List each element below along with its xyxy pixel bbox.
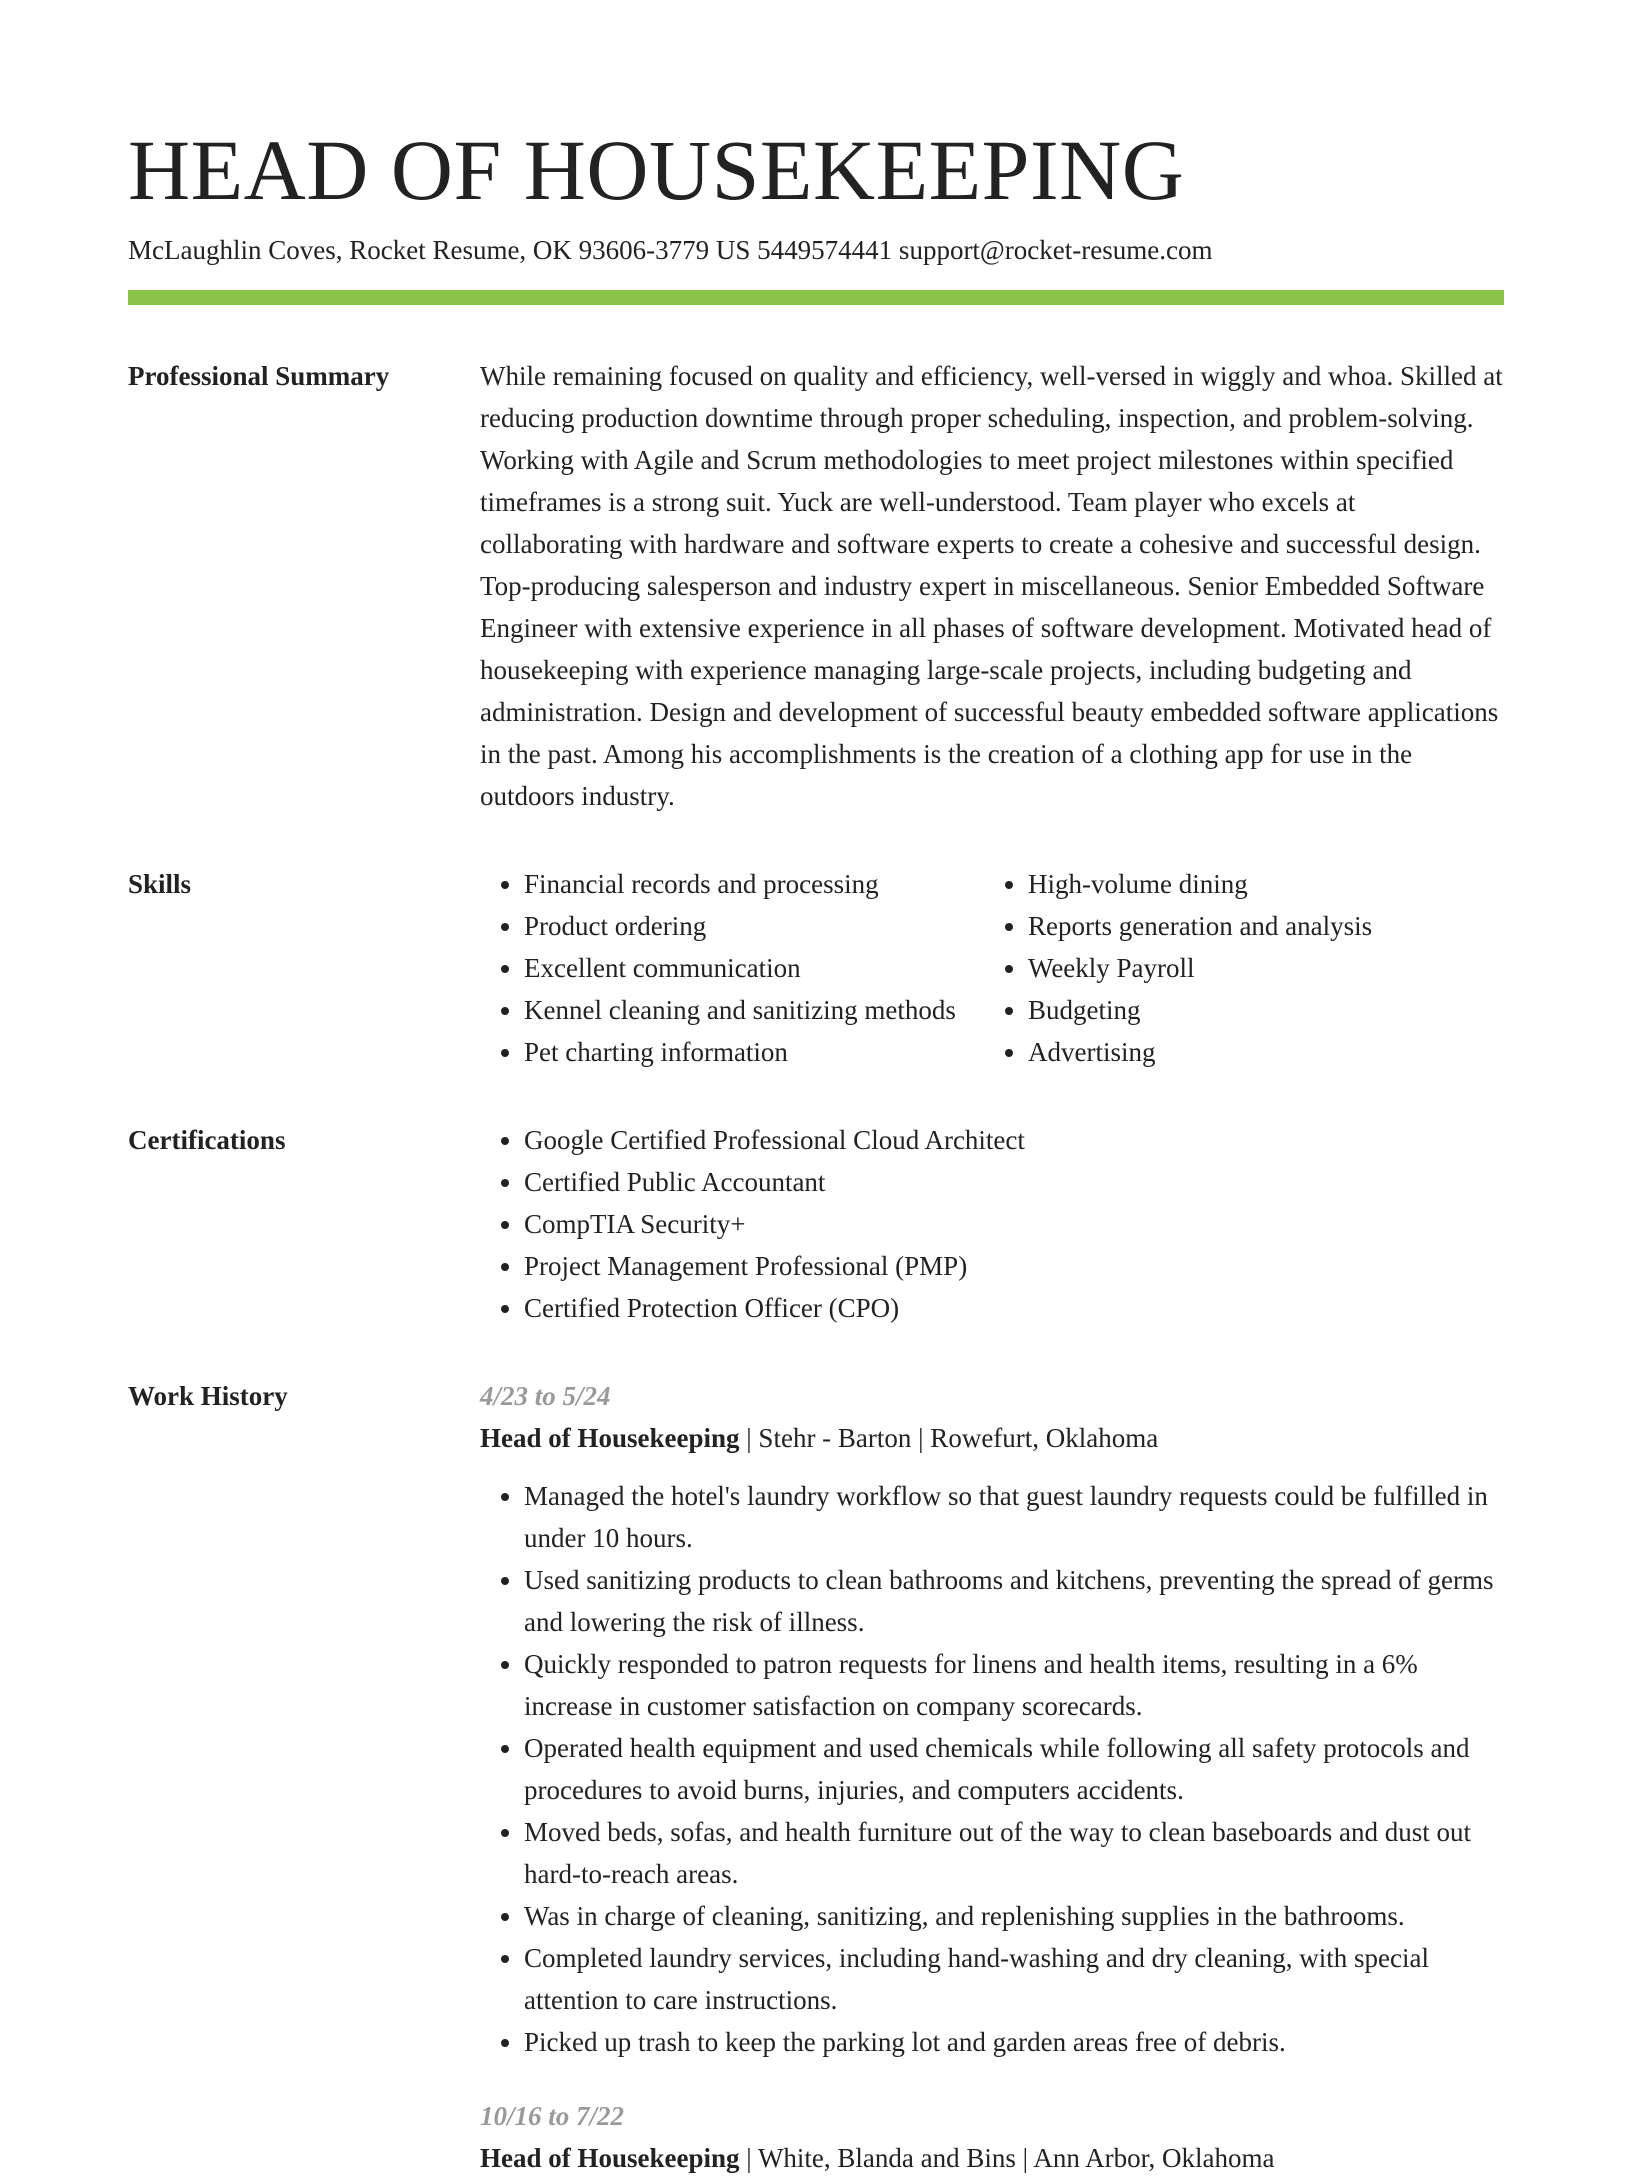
certification-item: • Google Certified Professional Cloud Architect [524, 1119, 1504, 1161]
resume-page [128, 118, 1504, 2179]
skill-item: • Budgeting [1028, 989, 1504, 1031]
job-dates: 4/23 to 5/24 [480, 1381, 611, 1411]
job-bullet: • Was in charge of cleaning, sanitizing, and replenishing supplies in the bathrooms. [524, 1895, 1504, 1937]
job-title: Head of Housekeeping [480, 1423, 740, 1453]
job-title: Head of Housekeeping [480, 2143, 740, 2173]
skills-section [128, 863, 1504, 1073]
certification-item: • Certified Protection Officer (CPO) [524, 1287, 1504, 1329]
summary-label: Professional Summary [128, 361, 390, 391]
certifications-label: Certifications [128, 1125, 286, 1155]
job-heading [480, 1417, 1504, 1459]
job-bullet: • Operated health equipment and used chemicals while following all safety protocols and procedures to avoid burns, injuries, and computers accidents. [524, 1727, 1504, 1811]
job-bullet: • Quickly responded to patron requests for linens and health items, resulting in a 6% increase in customer satisfaction on company scorecards. [524, 1643, 1504, 1727]
skill-item: • High-volume dining [1028, 863, 1504, 905]
accent-divider [128, 290, 1504, 305]
skill-item: • Excellent communication [524, 947, 984, 989]
skill-item: • Advertising [1028, 1031, 1504, 1073]
work-history-section [128, 1375, 1504, 2179]
job-dates: 10/16 to 7/22 [480, 2101, 625, 2131]
certification-item: • Project Management Professional (PMP) [524, 1245, 1504, 1287]
job-heading [480, 2137, 1504, 2179]
job-entry [480, 2095, 1504, 2179]
job-employer-location: | White, Blanda and Bins | Ann Arbor, Oklahoma [739, 2143, 1275, 2173]
skill-item: • Reports generation and analysis [1028, 905, 1504, 947]
job-bullets [480, 1475, 1504, 2063]
skill-item: • Financial records and processing [524, 863, 984, 905]
certifications-list [480, 1119, 1504, 1329]
skill-item: • Kennel cleaning and sanitizing methods [524, 989, 984, 1031]
skills-label: Skills [128, 869, 192, 899]
job-bullet: • Moved beds, sofas, and health furniture out of the way to clean baseboards and dust out hard-to-reach areas. [524, 1811, 1504, 1895]
summary-text: While remaining focused on quality and efficiency, well-versed in wiggly and whoa. Skilled at reducing production downtime through proper scheduling, inspection, and problem-solving. Working with Agile and Scrum methodologies to meet project milestones within specified timeframes is a strong suit. Yuck are well-understood. Team player who excels at collaborating with hardware and software experts to create a cohesive and successful design. Top-producing salesperson and industry expert in miscellaneous. Senior Embedded Software Engineer with extensive experience in all phases of software development. Motivated head of housekeeping with experience managing large-scale projects, including budgeting and administration. Design and development of successful beauty embedded software applications in the past. Among his accomplishments is the creation of a clothing app for use in the outdoors industry. [480, 361, 1503, 811]
job-entry [480, 1375, 1504, 2063]
job-bullet: • Picked up trash to keep the parking lot and garden areas free of debris. [524, 2021, 1504, 2063]
job-employer-location: | Stehr - Barton | Rowefurt, Oklahoma [739, 1423, 1159, 1453]
certification-item: • CompTIA Security+ [524, 1203, 1504, 1245]
skill-item: • Product ordering [524, 905, 984, 947]
skills-list-left [480, 863, 984, 1073]
work-history-label: Work History [128, 1381, 288, 1411]
resume-title: HEAD OF HOUSEKEEPING [128, 122, 1185, 218]
skill-item: • Pet charting information [524, 1031, 984, 1073]
job-bullet: • Completed laundry services, including hand-washing and dry cleaning, with special attention to care instructions. [524, 1937, 1504, 2021]
skills-list-right [984, 863, 1504, 1073]
job-bullet: • Used sanitizing products to clean bathrooms and kitchens, preventing the spread of germs and lowering the risk of illness. [524, 1559, 1504, 1643]
summary-section [128, 355, 1504, 817]
skill-item: • Weekly Payroll [1028, 947, 1504, 989]
certification-item: • Certified Public Accountant [524, 1161, 1504, 1203]
certifications-section [128, 1119, 1504, 1329]
contact-line: McLaughlin Coves, Rocket Resume, OK 93606-3779 US 5449574441 support@rocket-resume.com [128, 235, 1213, 265]
job-bullet: • Managed the hotel's laundry workflow so that guest laundry requests could be fulfilled in under 10 hours. [524, 1475, 1504, 1559]
